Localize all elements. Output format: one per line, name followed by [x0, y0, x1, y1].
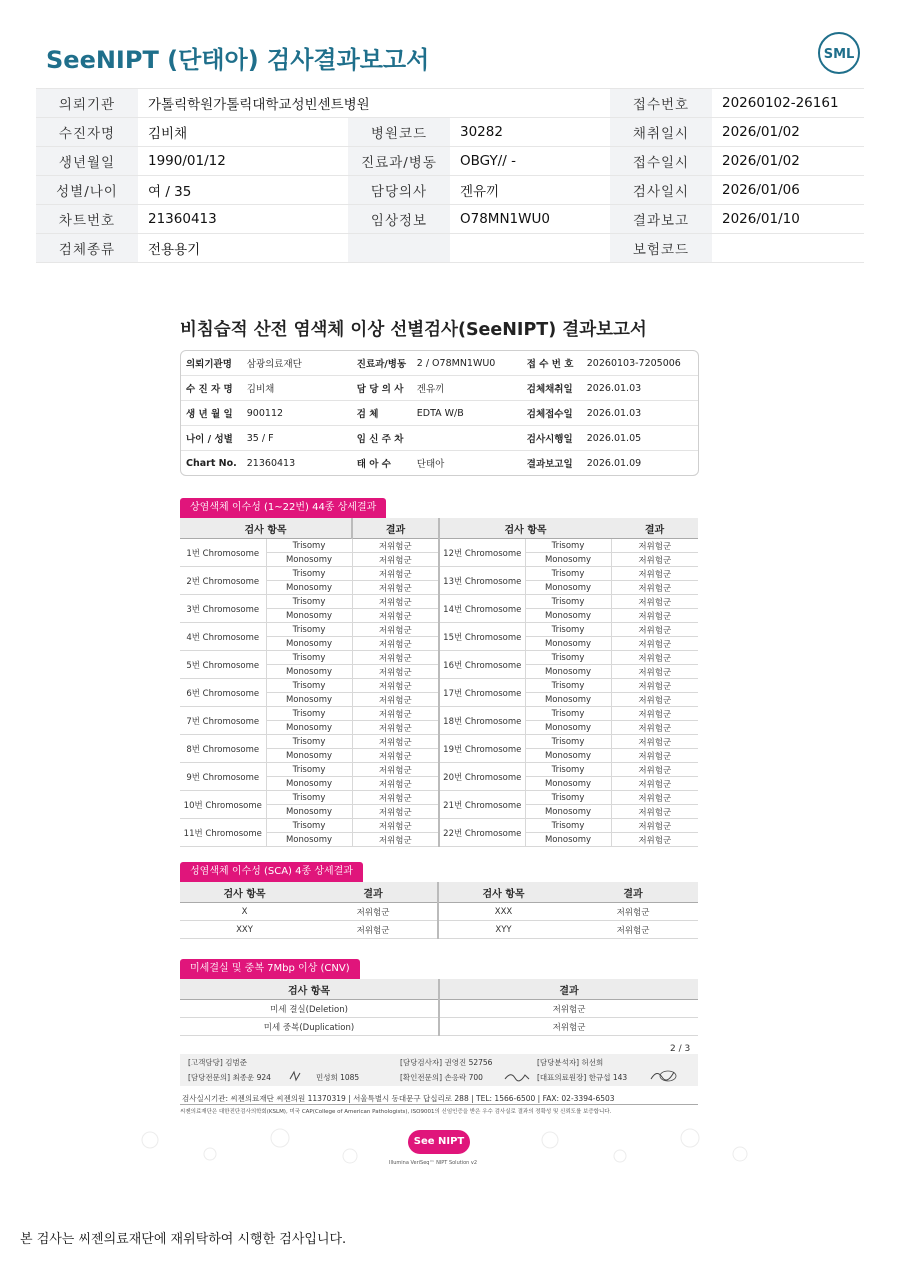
autosomal-section-header: 상염색체 이수성 (1~22번) 44종 상세결과	[180, 498, 386, 518]
page-title: SeeNIPT (단태아) 검사결과보고서	[46, 46, 430, 74]
info-value: 35 / F	[242, 426, 352, 451]
report-info-box	[180, 350, 699, 476]
outsourcing-note: 본 검사는 씨젠의료재단에 재위탁하여 시행한 검사입니다.	[20, 1232, 347, 1247]
chromosome-label: 15번 Chromosome	[439, 623, 525, 651]
table-row	[180, 763, 698, 777]
info-label: 수 진 자 명	[181, 376, 242, 401]
table-row	[180, 1018, 698, 1036]
cnv-results-table	[180, 979, 698, 1036]
value-collection-date: 2026/01/02	[712, 118, 864, 147]
result-value: 저위험군	[439, 1018, 698, 1036]
result-value: 저위험군	[352, 553, 439, 567]
info-value: 김비채	[242, 376, 352, 401]
monosomy-label: Monosomy	[266, 665, 352, 679]
monosomy-label: Monosomy	[525, 637, 611, 651]
logo-text: SML	[823, 47, 855, 62]
sca-item: XYY	[438, 921, 568, 939]
info-label: Chart No.	[186, 457, 237, 469]
lab-info: 검사실시기관: 씨젠의료재단 씨젠의원 11370319 | 서울특별시 동대문구 답십리로 288 | TEL: 1566-6500 | FAX: 02-3394-6503	[182, 1094, 615, 1103]
trisomy-label: Trisomy	[266, 679, 352, 693]
result-value: 저위험군	[352, 623, 439, 637]
column-header: 검사 항목	[180, 882, 309, 903]
info-row	[181, 351, 698, 376]
info-label: 접 수 번 호	[522, 351, 582, 376]
chromosome-label: 4번 Chromosome	[180, 623, 266, 651]
result-value: 저위험군	[611, 833, 698, 847]
result-value: 저위험군	[352, 539, 439, 553]
label-department: 진료과/병동	[348, 147, 450, 176]
result-value: 저위험군	[611, 539, 698, 553]
analyst: [담당분석자] 허선희	[537, 1058, 604, 1067]
value-insurance-code	[712, 234, 864, 263]
monosomy-label: Monosomy	[266, 637, 352, 651]
trisomy-label: Trisomy	[525, 735, 611, 749]
info-value: 2026.01.03	[582, 376, 698, 401]
value-chart-number: 21360413	[138, 205, 348, 234]
result-value: 저위험군	[309, 903, 438, 921]
autosomal-results-table	[180, 518, 698, 847]
sca-item: XXX	[438, 903, 568, 921]
chromosome-label: 13번 Chromosome	[439, 567, 525, 595]
trisomy-label: Trisomy	[266, 707, 352, 721]
info-label: 진료과/병동	[352, 351, 412, 376]
label-empty	[348, 234, 450, 263]
monosomy-label: Monosomy	[525, 805, 611, 819]
label-requesting-institution: 의뢰기관	[36, 89, 138, 118]
result-value: 저위험군	[611, 819, 698, 833]
result-value: 저위험군	[611, 623, 698, 637]
info-value: 2026.01.09	[586, 457, 642, 469]
result-value: 저위험군	[309, 921, 438, 939]
trisomy-label: Trisomy	[525, 679, 611, 693]
trisomy-label: Trisomy	[525, 623, 611, 637]
result-value: 저위험군	[611, 791, 698, 805]
value-result-report: 2026/01/10	[712, 205, 864, 234]
result-value: 저위험군	[611, 777, 698, 791]
table-row	[180, 1000, 698, 1018]
info-label: 검 체	[352, 401, 412, 426]
label-collection-date: 채취일시	[610, 118, 712, 147]
label-receipt-number: 접수번호	[610, 89, 712, 118]
label-test-date: 검사일시	[610, 176, 712, 205]
result-value: 저위험군	[568, 921, 698, 939]
result-value: 저위험군	[352, 805, 439, 819]
chromosome-label: 6번 Chromosome	[180, 679, 266, 707]
trisomy-label: Trisomy	[525, 539, 611, 553]
result-value: 저위험군	[352, 735, 439, 749]
chromosome-label: 19번 Chromosome	[439, 735, 525, 763]
table-row	[180, 595, 698, 609]
monosomy-label: Monosomy	[525, 777, 611, 791]
tester: [담당검사자] 권영진 52756	[400, 1058, 493, 1067]
monosomy-label: Monosomy	[266, 581, 352, 595]
customer-manager: [고객담당] 김범준	[188, 1058, 247, 1067]
chromosome-label: 22번 Chromosome	[439, 819, 525, 847]
report-info-table	[181, 351, 698, 475]
chromosome-label: 7번 Chromosome	[180, 707, 266, 735]
trisomy-label: Trisomy	[266, 651, 352, 665]
result-value: 저위험군	[352, 777, 439, 791]
result-value: 저위험군	[611, 595, 698, 609]
value-receipt-number: 20260102-26161	[712, 89, 864, 118]
result-value: 저위험군	[352, 721, 439, 735]
monosomy-label: Monosomy	[266, 553, 352, 567]
value-specimen-type: 전용용기	[138, 234, 348, 263]
label-physician: 담당의사	[348, 176, 450, 205]
monosomy-label: Monosomy	[525, 721, 611, 735]
result-value: 저위험군	[352, 665, 439, 679]
trisomy-label: Trisomy	[525, 791, 611, 805]
info-row	[181, 401, 698, 426]
info-label: 임 신 주 차	[352, 426, 412, 451]
result-value: 저위험군	[611, 679, 698, 693]
value-birth-date: 1990/01/12	[138, 147, 348, 176]
chromosome-label: 3번 Chromosome	[180, 595, 266, 623]
page-number: 2 / 3	[670, 1044, 691, 1054]
value-sex-age: 여 / 35	[138, 176, 348, 205]
value-clinical-info: O78MN1WU0	[450, 205, 610, 234]
info-row	[181, 376, 698, 401]
chromosome-label: 2번 Chromosome	[180, 567, 266, 595]
result-value: 저위험군	[352, 791, 439, 805]
column-header: 검사 항목	[439, 518, 611, 539]
monosomy-label: Monosomy	[525, 665, 611, 679]
trisomy-label: Trisomy	[525, 707, 611, 721]
info-label: 담 당 의 사	[352, 376, 412, 401]
column-header: 결과	[309, 882, 438, 903]
chromosome-label: 16번 Chromosome	[439, 651, 525, 679]
sml-logo	[816, 30, 862, 76]
result-value: 저위험군	[611, 721, 698, 735]
trisomy-label: Trisomy	[266, 567, 352, 581]
sca-item: X	[180, 903, 309, 921]
value-requesting-institution: 가톨릭학원가톨릭대학교성빈센트병원	[138, 89, 610, 118]
trisomy-label: Trisomy	[266, 539, 352, 553]
cnv-item: 미세 결실(Deletion)	[180, 1000, 439, 1018]
label-patient-name: 수진자명	[36, 118, 138, 147]
label-hospital-code: 병원코드	[348, 118, 450, 147]
result-value: 저위험군	[352, 567, 439, 581]
result-value: 저위험군	[352, 833, 439, 847]
result-value: 저위험군	[611, 567, 698, 581]
table-row	[180, 567, 698, 581]
value-empty	[450, 234, 610, 263]
info-row	[181, 451, 698, 476]
trisomy-label: Trisomy	[266, 819, 352, 833]
monosomy-label: Monosomy	[525, 609, 611, 623]
cnv-header-row	[180, 979, 698, 1000]
table-row	[180, 623, 698, 637]
column-header: 검사 항목	[180, 979, 439, 1000]
label-clinical-info: 임상정보	[348, 205, 450, 234]
monosomy-label: Monosomy	[266, 693, 352, 707]
result-value: 저위험군	[352, 707, 439, 721]
column-header: 검사 항목	[180, 518, 352, 539]
trisomy-label: Trisomy	[525, 651, 611, 665]
label-receipt-date: 접수일시	[610, 147, 712, 176]
result-value: 저위험군	[611, 707, 698, 721]
trisomy-label: Trisomy	[266, 623, 352, 637]
monosomy-label: Monosomy	[525, 833, 611, 847]
result-value: 저위험군	[611, 609, 698, 623]
monosomy-label: Monosomy	[525, 749, 611, 763]
info-value: 2 / O78MN1WU0	[412, 351, 522, 376]
report-title: 비침습적 산전 염색체 이상 선별검사(SeeNIPT) 결과보고서	[180, 320, 647, 340]
value-department: OBGY// -	[450, 147, 610, 176]
chromosome-label: 8번 Chromosome	[180, 735, 266, 763]
table-row	[180, 819, 698, 833]
trisomy-label: Trisomy	[266, 791, 352, 805]
info-label: 검체접수일	[522, 401, 582, 426]
info-value: 겐유끼	[412, 376, 522, 401]
trisomy-label: Trisomy	[525, 595, 611, 609]
monosomy-label: Monosomy	[266, 721, 352, 735]
info-value: EDTA W/B	[412, 401, 522, 426]
result-value: 저위험군	[439, 1000, 698, 1018]
result-value: 저위험군	[352, 581, 439, 595]
result-value: 저위험군	[611, 581, 698, 595]
cnv-section-header: 미세결실 및 중복 7Mbp 이상 (CNV)	[180, 959, 360, 979]
info-label: 생 년 월 일	[181, 401, 242, 426]
chromosome-label: 11번 Chromosome	[180, 819, 266, 847]
result-value: 저위험군	[611, 553, 698, 567]
director: [대표의료원장] 한규섭 143	[537, 1073, 628, 1082]
sca-item: XXY	[180, 921, 309, 939]
column-header: 검사 항목	[438, 882, 568, 903]
value-physician: 겐유끼	[450, 176, 610, 205]
value-patient-name: 김비채	[138, 118, 348, 147]
result-value: 저위험군	[611, 665, 698, 679]
trisomy-label: Trisomy	[525, 819, 611, 833]
result-value: 저위험군	[352, 595, 439, 609]
result-value: 저위험군	[352, 651, 439, 665]
column-header: 결과	[611, 518, 698, 539]
monosomy-label: Monosomy	[525, 693, 611, 707]
signature-mark	[288, 1069, 302, 1083]
label-result-report: 결과보고	[610, 205, 712, 234]
chromosome-label: 10번 Chromosome	[180, 791, 266, 819]
table-row	[180, 707, 698, 721]
monosomy-label: Monosomy	[266, 805, 352, 819]
result-value: 저위험군	[352, 609, 439, 623]
value-test-date: 2026/01/06	[712, 176, 864, 205]
trisomy-label: Trisomy	[266, 595, 352, 609]
label-chart-number: 차트번호	[36, 205, 138, 234]
patient-info-table	[36, 88, 864, 263]
info-value: 21360413	[246, 457, 296, 469]
info-label: 의뢰기관명	[181, 351, 242, 376]
column-header: 결과	[439, 979, 698, 1000]
chromosome-label: 5번 Chromosome	[180, 651, 266, 679]
specialist-1: [담당전문의] 최종운 924	[188, 1073, 271, 1082]
chromosome-label: 17번 Chromosome	[439, 679, 525, 707]
result-value: 저위험군	[611, 693, 698, 707]
monosomy-label: Monosomy	[266, 609, 352, 623]
chromosome-label: 20번 Chromosome	[439, 763, 525, 791]
monosomy-label: Monosomy	[266, 749, 352, 763]
trisomy-label: Trisomy	[266, 763, 352, 777]
info-value: 2026.01.05	[582, 426, 698, 451]
value-receipt-date: 2026/01/02	[712, 147, 864, 176]
info-value	[412, 426, 522, 451]
result-value: 저위험군	[352, 749, 439, 763]
table-row	[180, 921, 698, 939]
label-insurance-code: 보험코드	[610, 234, 712, 263]
trisomy-label: Trisomy	[525, 763, 611, 777]
signature-mark	[503, 1069, 531, 1083]
confirming-specialist: [확인전문의] 손응락 700	[400, 1073, 483, 1082]
chromosome-label: 14번 Chromosome	[439, 595, 525, 623]
monosomy-label: Monosomy	[525, 553, 611, 567]
result-value: 저위험군	[352, 763, 439, 777]
result-value: 저위험군	[352, 693, 439, 707]
result-value: 저위험군	[611, 651, 698, 665]
info-label: 결과보고일	[526, 459, 573, 470]
autosomal-header-row	[180, 518, 698, 539]
result-value: 저위험군	[611, 749, 698, 763]
sca-results-table	[180, 882, 698, 939]
table-row	[180, 679, 698, 693]
result-value: 저위험군	[352, 637, 439, 651]
chromosome-label: 12번 Chromosome	[439, 539, 525, 567]
signature-mark	[648, 1067, 678, 1083]
monosomy-label: Monosomy	[266, 777, 352, 791]
specialist-2: 민성희 1085	[316, 1073, 360, 1082]
chromosome-label: 9번 Chromosome	[180, 763, 266, 791]
table-row	[180, 651, 698, 665]
label-specimen-type: 검체종류	[36, 234, 138, 263]
cnv-item: 미세 중복(Duplication)	[180, 1018, 439, 1036]
info-value: 삼광의료재단	[242, 351, 352, 376]
chromosome-label: 1번 Chromosome	[180, 539, 266, 567]
info-value: 2026.01.03	[582, 401, 698, 426]
sca-header-row	[180, 882, 698, 903]
sca-section-header: 성염색체 이수성 (SCA) 4종 상세결과	[180, 862, 363, 882]
info-value: 단태아	[416, 459, 445, 470]
column-header: 결과	[352, 518, 439, 539]
info-label: 태 아 수	[356, 459, 391, 470]
result-value: 저위험군	[352, 819, 439, 833]
column-header: 결과	[568, 882, 698, 903]
label-birth-date: 생년월일	[36, 147, 138, 176]
result-value: 저위험군	[611, 637, 698, 651]
info-row	[181, 426, 698, 451]
seenipt-brand-logo: See NIPT	[408, 1130, 470, 1154]
result-value: 저위험군	[611, 763, 698, 777]
certification-note: 씨젠의료재단은 대한진단검사의학회(KSLM), 미국 CAP(College of American Pathologists), ISO9001의 신임인증을 받은 우수 검사실로 결과의 정확성 및 신뢰도를 보증합니다.	[180, 1109, 612, 1115]
chromosome-label: 21번 Chromosome	[439, 791, 525, 819]
result-value: 저위험군	[352, 679, 439, 693]
info-label: 검체채취일	[522, 376, 582, 401]
table-row	[180, 539, 698, 553]
brand-subtitle: Illumina VeriSeq™ NIPT Solution v2	[389, 1160, 478, 1166]
info-value: 900112	[242, 401, 352, 426]
result-value: 저위험군	[568, 903, 698, 921]
table-row	[180, 903, 698, 921]
result-value: 저위험군	[611, 805, 698, 819]
footer-divider	[180, 1104, 698, 1105]
info-label: 나이 / 성별	[181, 426, 242, 451]
label-sex-age: 성별/나이	[36, 176, 138, 205]
info-value: 20260103-7205006	[582, 351, 698, 376]
monosomy-label: Monosomy	[525, 581, 611, 595]
info-label: 검사시행일	[522, 426, 582, 451]
table-row	[180, 735, 698, 749]
trisomy-label: Trisomy	[525, 567, 611, 581]
trisomy-label: Trisomy	[266, 735, 352, 749]
monosomy-label: Monosomy	[266, 833, 352, 847]
result-value: 저위험군	[611, 735, 698, 749]
value-hospital-code: 30282	[450, 118, 610, 147]
table-row	[180, 791, 698, 805]
chromosome-label: 18번 Chromosome	[439, 707, 525, 735]
